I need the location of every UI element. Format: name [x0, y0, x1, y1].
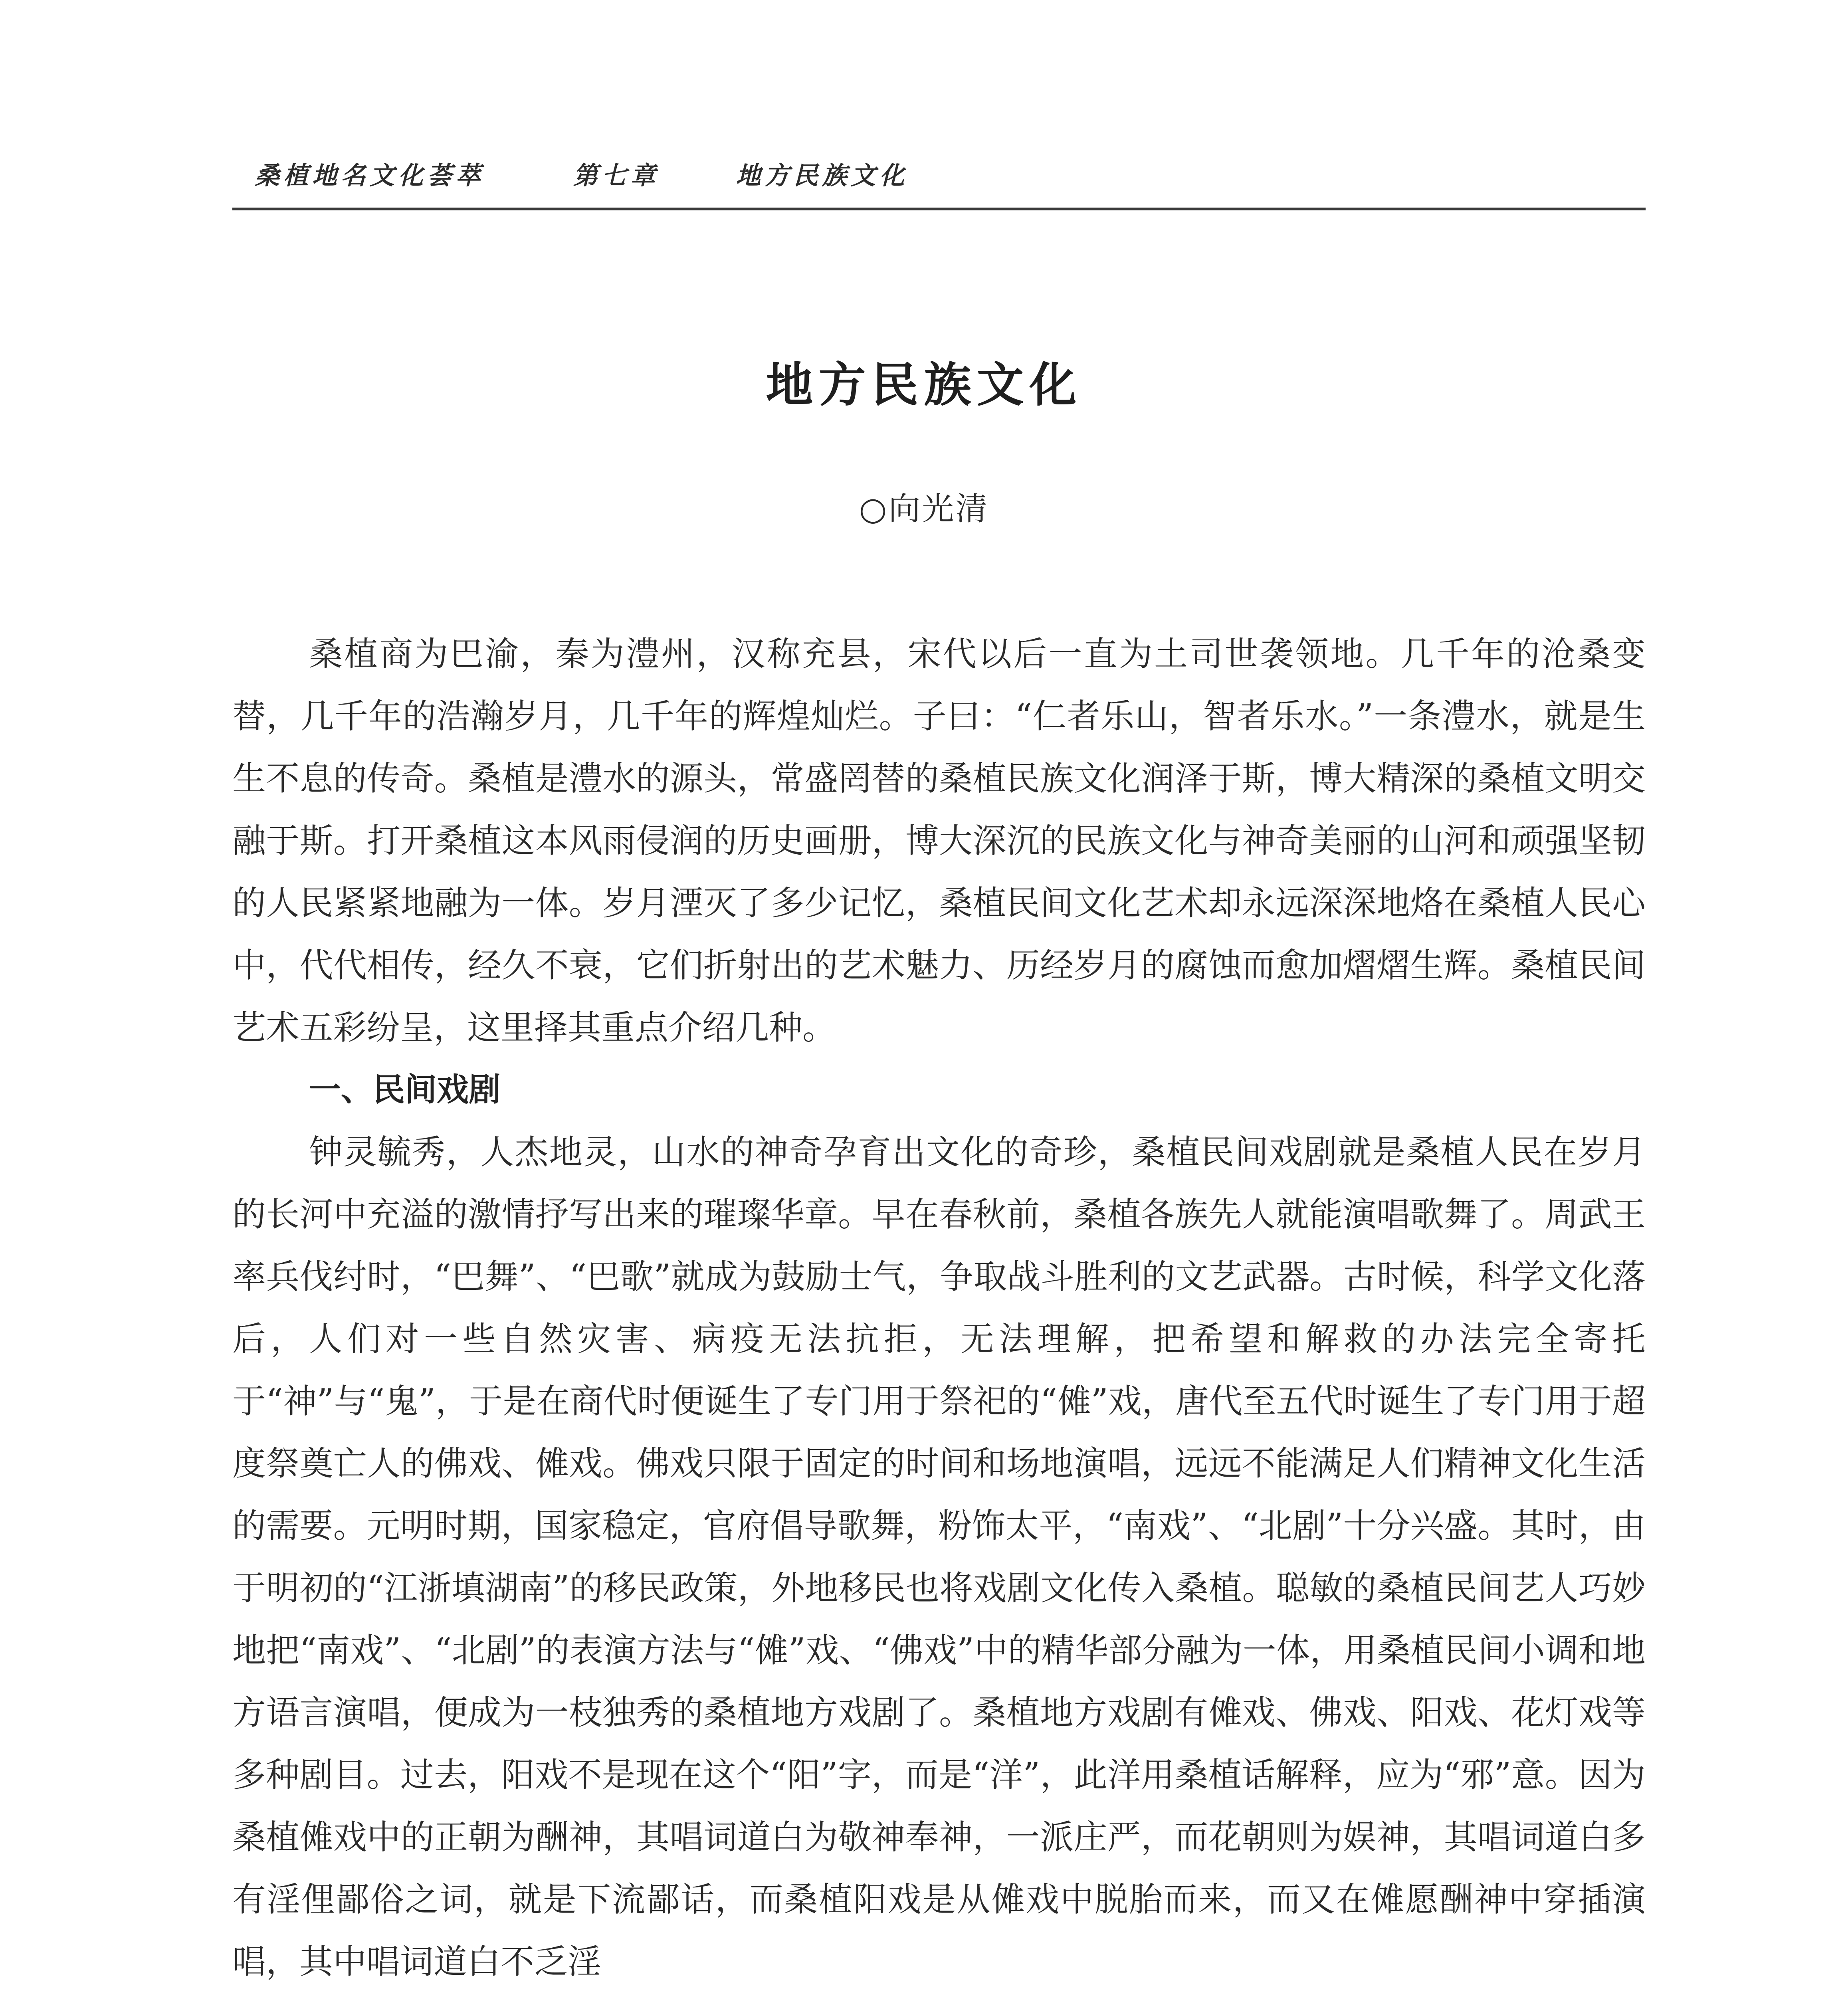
section-heading: 一、民间戏剧 [309, 1071, 501, 1108]
running-header [255, 156, 908, 191]
intro-paragraph: 桑植商为巴渝，秦为澧州，汉称充县，宋代以后一直为土司世袭领地。几千年的沧桑变替，几千年的浩瀚岁月，几千年的辉煌灿烂。子曰：“仁者乐山，智者乐水。”一条澧水，就是生生不息的传奇。桑植是澧水的源头，常盛罔替的桑植民族文化润泽于斯，博大精深的桑植文明交融于斯。打开桑植这本风雨侵润的历史画册，博大深沉的民族文化与神奇美丽的山河和顽强坚韧的人民紧紧地融为一体。岁月湮灭了多少记忆，桑植民间文化艺术却永远深深地烙在桑植人民心中，代代相传，经久不衰，它们折射出的艺术魅力、历经岁月的腐蚀而愈加熠熠生辉。桑植民间艺术五彩纷呈，这里择其重点介绍几种。 [232, 634, 1646, 1047]
running-header-book-title: 桑植地名文化荟萃 [255, 161, 485, 190]
article-author: ○向光清 [859, 490, 989, 527]
section-paragraph: 钟灵毓秀，人杰地灵，山水的神奇孕育出文化的奇珍，桑植民间戏剧就是桑植人民在岁月的长河中充溢的激情抒写出来的璀璨华章。早在春秋前，桑植各族先人就能演唱歌舞了。周武王率兵伐纣时，“巴舞”、“巴歌”就成为鼓励士气，争取战斗胜利的文艺武器。古时候，科学文化落后，人们对一些自然灾害、病疫无法抗拒，无法理解，把希望和解救的办法完全寄托于“神”与“鬼”，于是在商代时便诞生了专门用于祭祀的“傩”戏，唐代至五代时诞生了专门用于超度祭奠亡人的佛戏、傩戏。佛戏只限于固定的时间和场地演唱，远远不能满足人们精神文化生活的需要。元明时期，国家稳定，官府倡导歌舞，粉饰太平，“南戏”、“北剧”十分兴盛。其时，由于明初的“江浙填湖南”的移民政策，外地移民也将戏剧文化传入桑植。聪敏的桑植民间艺人巧妙地把“南戏”、“北剧”的表演方法与“傩”戏、“佛戏”中的精华部分融为一体，用桑植民间小调和地方语言演唱，便成为一枝独秀的桑植地方戏剧了。桑植地方戏剧有傩戏、佛戏、阳戏、花灯戏等多种剧目。过去，阳戏不是现在这个“阳”字，而是“洋”，此洋用桑植话解释，应为“邪”意。因为桑植傩戏中的正朝为酬神，其唱词道白为敬神奉神，一派庄严，而花朝则为娱神，其唱词道白多有淫俚鄙俗之词，就是下流鄙话，而桑植阳戏是从傩戏中脱胎而来，而又在傩愿酬神中穿插演唱，其中唱词道白不乏淫 [232, 1133, 1646, 1981]
article-body [232, 623, 1646, 1993]
article-title: 地方民族文化 [766, 357, 1082, 413]
running-header-chapter: 第七章 [573, 161, 660, 190]
running-header-section: 地方民族文化 [736, 161, 909, 190]
header-divider [232, 208, 1646, 210]
